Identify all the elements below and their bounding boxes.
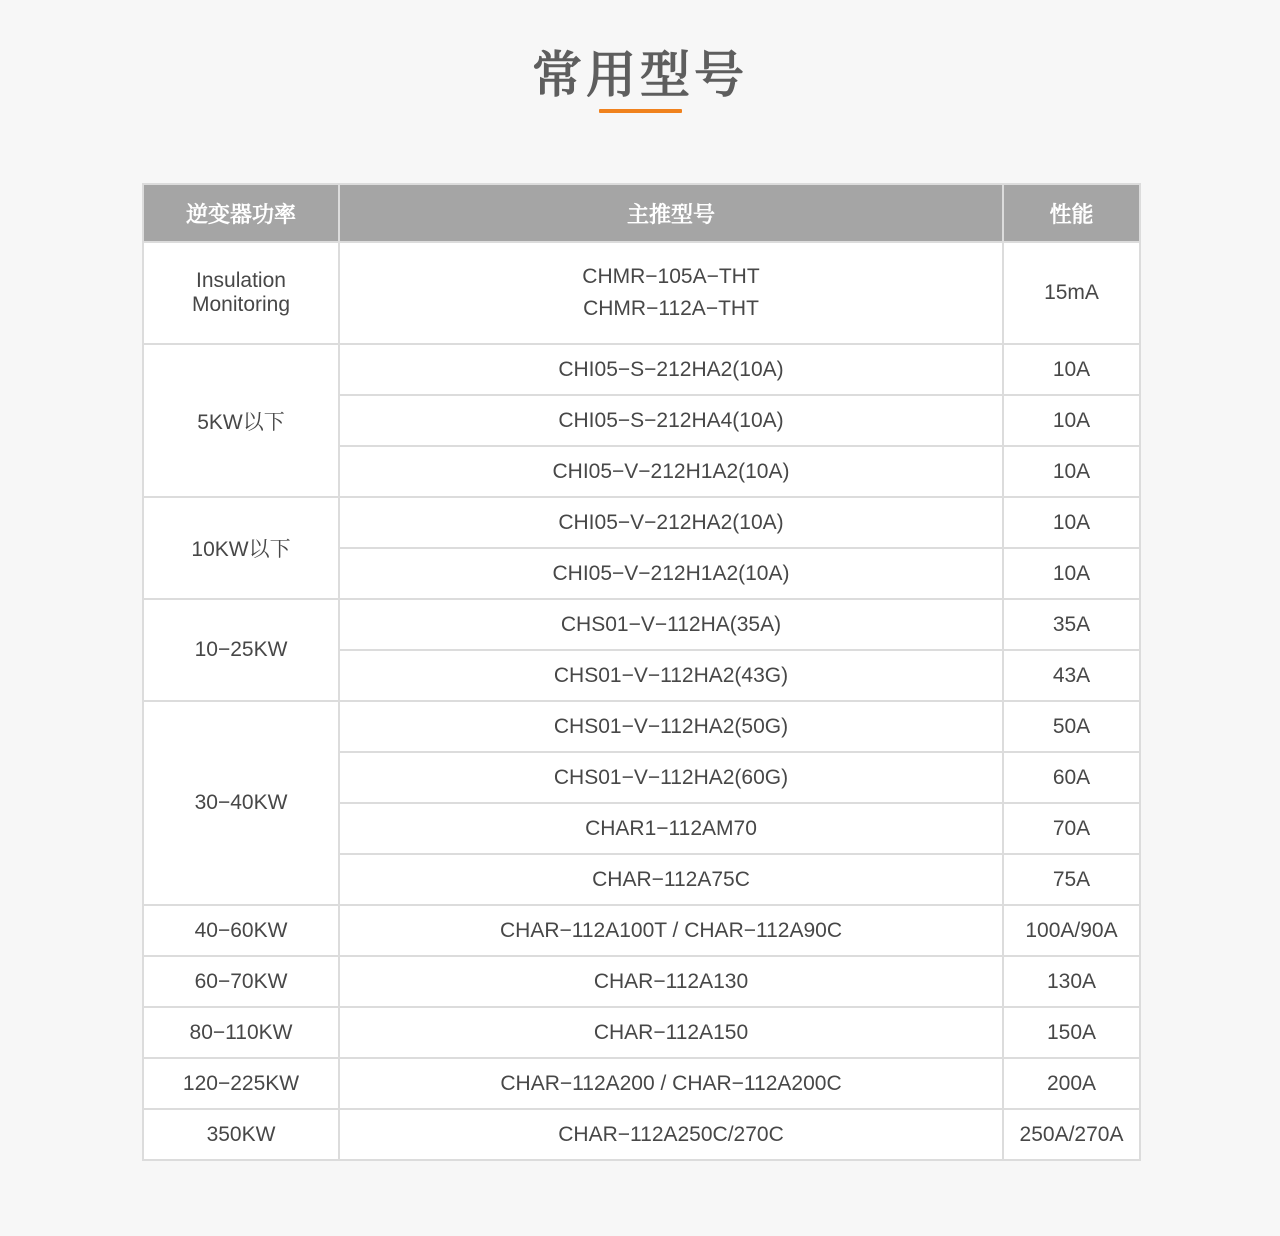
power-cell: 60−70KW <box>143 956 339 1007</box>
model-line: CHMR−105A−THT <box>582 265 760 288</box>
table-row <box>143 701 1140 752</box>
performance-cell: 100A/90A <box>1003 905 1140 956</box>
model-cell: CHS01−V−112HA2(60G) <box>339 752 1003 803</box>
model-cell: CHI05−V−212H1A2(10A) <box>339 446 1003 497</box>
model-cell: CHS01−V−112HA(35A) <box>339 599 1003 650</box>
power-cell: 10KW以下 <box>143 497 339 599</box>
performance-cell: 43A <box>1003 650 1140 701</box>
header-main-model: 主推型号 <box>339 184 1003 242</box>
model-cell: CHS01−V−112HA2(43G) <box>339 650 1003 701</box>
power-line: Monitoring <box>191 293 291 316</box>
table-row <box>143 344 1140 395</box>
model-line: CHMR−112A−THT <box>583 297 759 320</box>
table-row <box>143 905 1140 956</box>
power-cell: 10−25KW <box>143 599 339 701</box>
table-row <box>143 599 1140 650</box>
performance-cell: 130A <box>1003 956 1140 1007</box>
power-cell: 80−110KW <box>143 1007 339 1058</box>
performance-cell: 10A <box>1003 548 1140 599</box>
model-cell: CHAR−112A75C <box>339 854 1003 905</box>
header-inverter-power: 逆变器功率 <box>143 184 339 242</box>
performance-cell: 10A <box>1003 497 1140 548</box>
performance-cell: 250A/270A <box>1003 1109 1140 1160</box>
model-cell: CHAR1−112AM70 <box>339 803 1003 854</box>
model-cell: CHAR−112A200 / CHAR−112A200C <box>339 1058 1003 1109</box>
table-row <box>143 497 1140 548</box>
performance-cell: 50A <box>1003 701 1140 752</box>
table-row <box>143 1109 1140 1160</box>
model-cell: CHAR−112A130 <box>339 956 1003 1007</box>
page-title: 常用型号 <box>532 46 748 104</box>
model-cell: CHAR−112A100T / CHAR−112A90C <box>339 905 1003 956</box>
table-row <box>143 956 1140 1007</box>
power-cell <box>143 242 339 344</box>
power-cell: 5KW以下 <box>143 344 339 497</box>
power-cell: 40−60KW <box>143 905 339 956</box>
performance-cell: 70A <box>1003 803 1140 854</box>
model-cell: CHAR−112A250C/270C <box>339 1109 1003 1160</box>
table-header-row <box>143 184 1140 242</box>
power-cell: 30−40KW <box>143 701 339 905</box>
model-cell: CHI05−S−212HA2(10A) <box>339 344 1003 395</box>
performance-cell: 150A <box>1003 1007 1140 1058</box>
performance-cell: 10A <box>1003 344 1140 395</box>
power-line: Insulation <box>196 269 286 292</box>
model-cell: CHS01−V−112HA2(50G) <box>339 701 1003 752</box>
table-row <box>143 242 1140 344</box>
model-cell: CHI05−V−212H1A2(10A) <box>339 548 1003 599</box>
performance-cell: 10A <box>1003 446 1140 497</box>
power-cell: 350KW <box>143 1109 339 1160</box>
performance-cell: 200A <box>1003 1058 1140 1109</box>
power-cell: 120−225KW <box>143 1058 339 1109</box>
performance-cell: 75A <box>1003 854 1140 905</box>
table-row <box>143 1058 1140 1109</box>
model-cell: CHI05−S−212HA4(10A) <box>339 395 1003 446</box>
performance-cell: 35A <box>1003 599 1140 650</box>
performance-cell: 15mA <box>1003 242 1140 344</box>
header-performance: 性能 <box>1003 184 1140 242</box>
model-cell: CHAR−112A150 <box>339 1007 1003 1058</box>
table-row <box>143 1007 1140 1058</box>
model-table <box>142 183 1141 1161</box>
title-underline <box>599 109 682 113</box>
model-cell: CHI05−V−212HA2(10A) <box>339 497 1003 548</box>
model-cell <box>339 242 1003 344</box>
performance-cell: 60A <box>1003 752 1140 803</box>
performance-cell: 10A <box>1003 395 1140 446</box>
